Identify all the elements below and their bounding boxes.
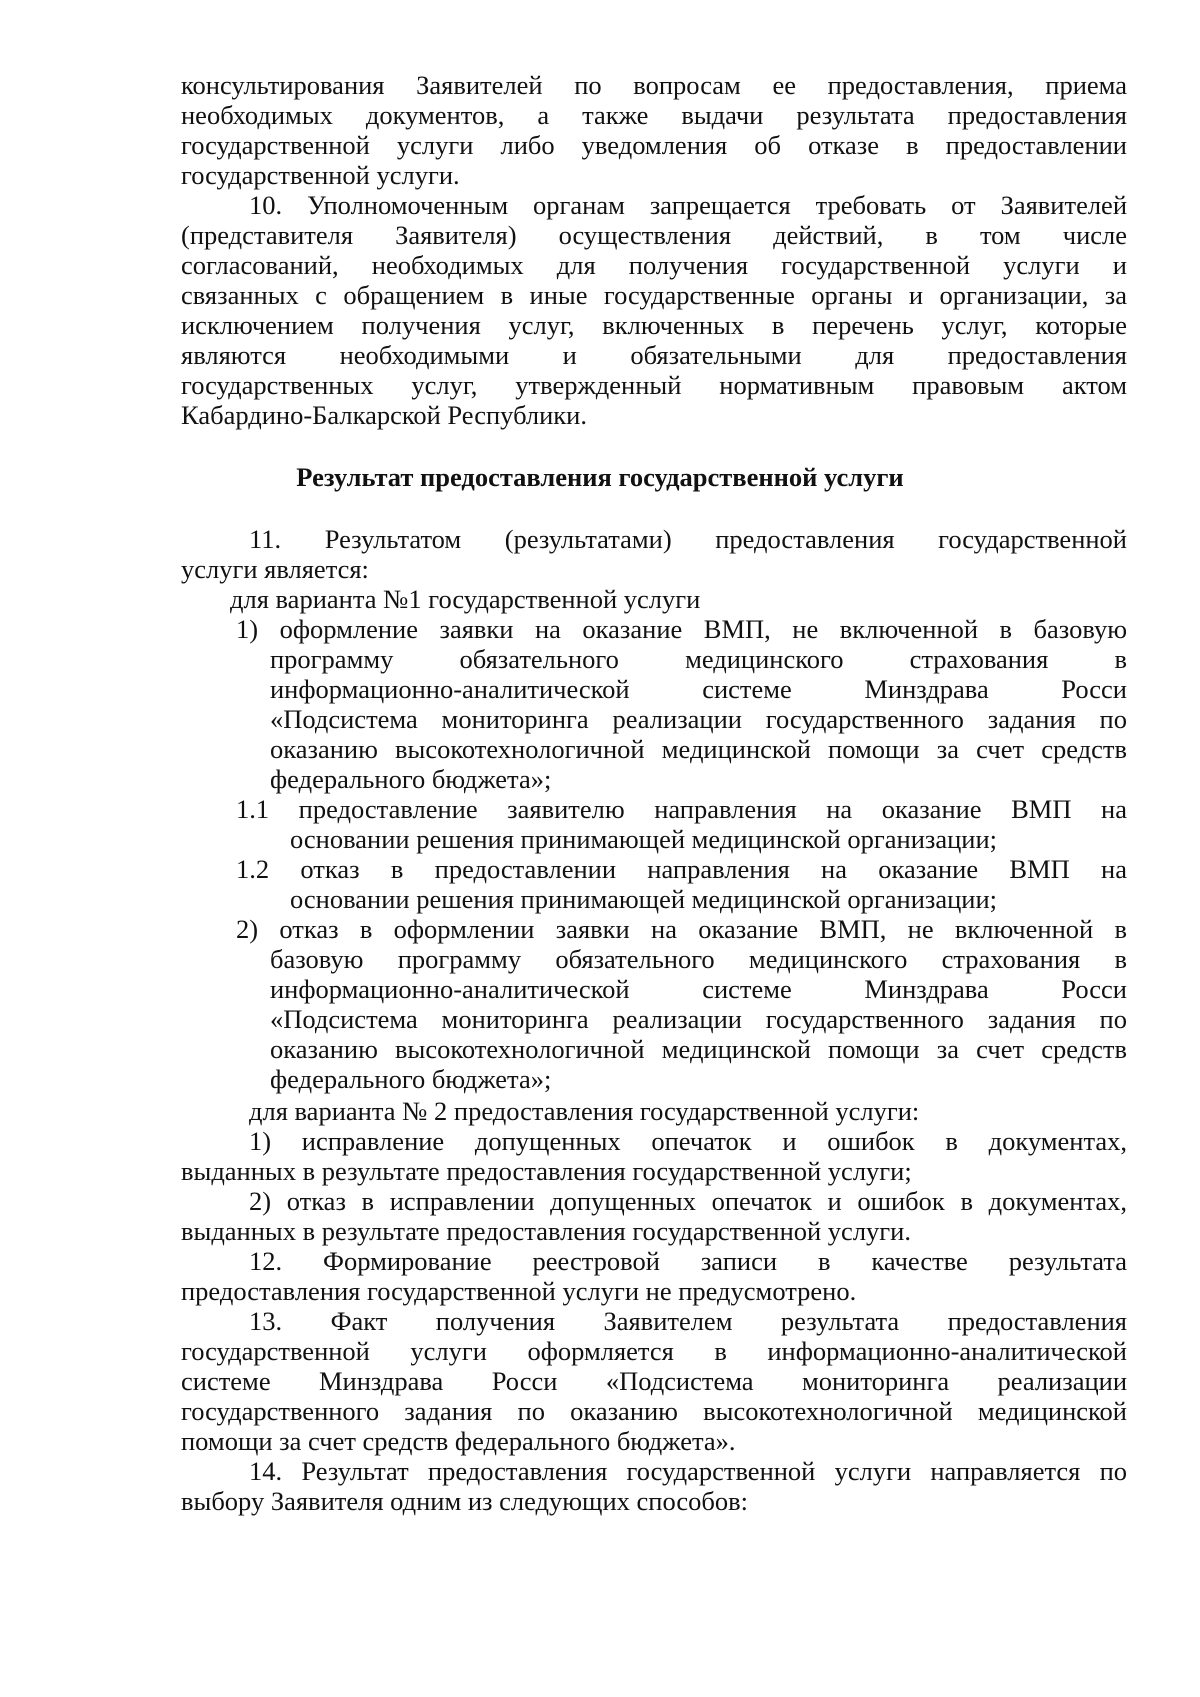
text-line: основании решения принимающей медицинской организации; (290, 824, 998, 854)
text-line: связанных с обращением в иные государственные органы и организации, за (181, 280, 1127, 310)
text-line: федерального бюджета»; (270, 1064, 552, 1094)
text-line: (представителя Заявителя) осуществления действий, в том числе (181, 220, 1127, 250)
text-line: Кабардино-Балкарской Республики. (181, 400, 587, 430)
paragraph-12-first-line: 12. Формирование реестровой записи в качестве результата (249, 1246, 1127, 1276)
text-line: государственного задания по оказанию высокотехнологичной медицинской (181, 1396, 1127, 1426)
text-line: государственных услуг, утвержденный нормативным правовым актом (181, 370, 1127, 400)
list-item-1: 1) оформление заявки на оказание ВМП, не включенной в базовую (236, 614, 1127, 644)
text-line: выданных в результате предоставления государственной услуги. (181, 1216, 911, 1246)
text-line: государственной услуги либо уведомления об отказе в предоставлении (181, 130, 1127, 160)
list-item-2: 2) отказ в оформлении заявки на оказание ВМП, не включенной в (236, 914, 1127, 944)
text-line: «Подсистема мониторинга реализации государственного задания по (270, 1004, 1127, 1034)
list-item-1-2: 1.2 отказ в предоставлении направления на оказание ВМП на (236, 854, 1127, 884)
text-line: государственной услуги. (181, 160, 460, 190)
text-line: консультирования Заявителей по вопросам ее предоставления, приема (181, 70, 1127, 100)
variant-1-label: для варианта №1 государственной услуги (230, 584, 701, 614)
text-line: помощи за счет средств федерального бюджета». (181, 1426, 736, 1456)
text-line: предоставления государственной услуги не предусмотрено. (181, 1276, 857, 1306)
text-line: основании решения принимающей медицинской организации; (290, 884, 998, 914)
variant-2-label: для варианта № 2 предоставления государственной услуги: (249, 1096, 920, 1126)
text-line: информационно-аналитической системе Минздрава Росси (270, 974, 1127, 1004)
paragraph-11-first-line: 11. Результатом (результатами) предоставления государственной (249, 524, 1127, 554)
text-line: программу обязательного медицинского страхования в (270, 644, 1127, 674)
text-line: услуги является: (181, 554, 369, 584)
list-item-1-1: 1.1 предоставление заявителю направления на оказание ВМП на (236, 794, 1127, 824)
text-line: являются необходимыми и обязательными для предоставления (181, 340, 1127, 370)
text-line: федерального бюджета»; (270, 764, 552, 794)
paragraph-13-first-line: 13. Факт получения Заявителем результата предоставления (249, 1306, 1127, 1336)
text-line: оказанию высокотехнологичной медицинской помощи за счет средств (270, 1034, 1127, 1064)
text-line: согласований, необходимых для получения государственной услуги и (181, 250, 1127, 280)
text-line: оказанию высокотехнологичной медицинской помощи за счет средств (270, 734, 1127, 764)
text-line: государственной услуги оформляется в информационно-аналитической (181, 1336, 1127, 1366)
text-line: системе Минздрава Росси «Подсистема мониторинга реализации (181, 1366, 1127, 1396)
text-line: информационно-аналитической системе Минздрава Росси (270, 674, 1127, 704)
text-line: выбору Заявителя одним из следующих способов: (181, 1486, 748, 1516)
text-line: выданных в результате предоставления государственной услуги; (181, 1156, 912, 1186)
text-line: базовую программу обязательного медицинского страхования в (270, 944, 1127, 974)
text-line: исключением получения услуг, включенных в перечень услуг, которые (181, 310, 1127, 340)
paragraph-10-first-line: 10. Уполномоченным органам запрещается требовать от Заявителей (249, 190, 1127, 220)
variant-2-item-1: 1) исправление допущенных опечаток и ошибок в документах, (249, 1126, 1127, 1156)
text-line: необходимых документов, а также выдачи результата предоставления (181, 100, 1127, 130)
variant-2-item-2: 2) отказ в исправлении допущенных опечаток и ошибок в документах, (249, 1186, 1127, 1216)
section-heading: Результат предоставления государственной услуги (296, 462, 904, 492)
paragraph-14-first-line: 14. Результат предоставления государственной услуги направляется по (249, 1456, 1127, 1486)
text-line: «Подсистема мониторинга реализации государственного задания по (270, 704, 1127, 734)
